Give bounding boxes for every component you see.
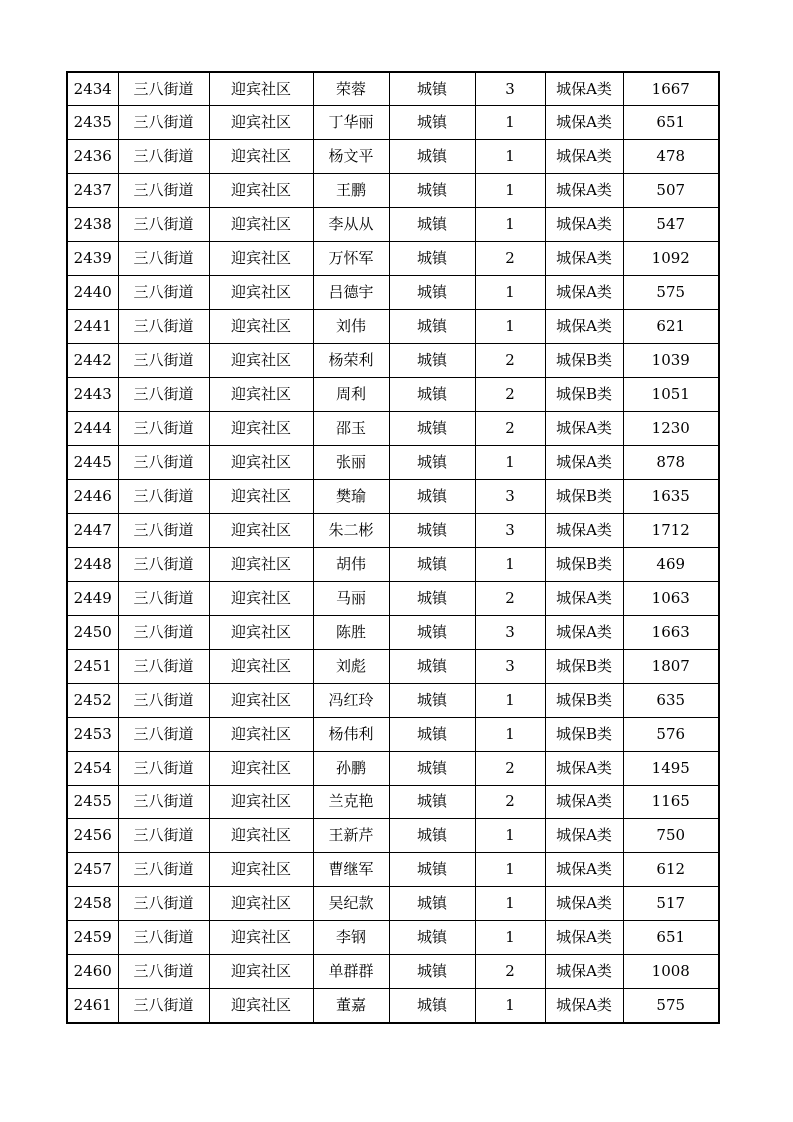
cell-amount: 651 xyxy=(623,921,719,955)
table-row xyxy=(67,581,719,615)
cell-community: 迎宾社区 xyxy=(209,717,313,751)
cell-amount: 1051 xyxy=(623,378,719,412)
cell-category: 城保A类 xyxy=(545,412,623,446)
cell-serial-number: 2452 xyxy=(67,683,118,717)
cell-person-count: 1 xyxy=(475,174,545,208)
cell-person-name: 冯红玲 xyxy=(313,683,389,717)
table-row xyxy=(67,955,719,989)
table-row xyxy=(67,887,719,921)
cell-amount: 750 xyxy=(623,819,719,853)
cell-category: 城保A类 xyxy=(545,174,623,208)
cell-person-name: 王鹏 xyxy=(313,174,389,208)
cell-household-type: 城镇 xyxy=(389,310,475,344)
cell-person-name: 樊瑜 xyxy=(313,479,389,513)
cell-category: 城保A类 xyxy=(545,581,623,615)
cell-serial-number: 2442 xyxy=(67,344,118,378)
cell-person-count: 3 xyxy=(475,479,545,513)
cell-community: 迎宾社区 xyxy=(209,208,313,242)
cell-community: 迎宾社区 xyxy=(209,989,313,1023)
cell-category: 城保B类 xyxy=(545,344,623,378)
cell-serial-number: 2446 xyxy=(67,479,118,513)
cell-person-name: 张丽 xyxy=(313,445,389,479)
cell-serial-number: 2436 xyxy=(67,140,118,174)
cell-category: 城保A类 xyxy=(545,106,623,140)
cell-person-count: 2 xyxy=(475,412,545,446)
cell-street: 三八街道 xyxy=(118,344,209,378)
cell-community: 迎宾社区 xyxy=(209,785,313,819)
cell-household-type: 城镇 xyxy=(389,412,475,446)
table-row xyxy=(67,72,719,106)
table-row xyxy=(67,106,719,140)
cell-street: 三八街道 xyxy=(118,751,209,785)
cell-amount: 1635 xyxy=(623,479,719,513)
cell-serial-number: 2449 xyxy=(67,581,118,615)
cell-street: 三八街道 xyxy=(118,310,209,344)
cell-community: 迎宾社区 xyxy=(209,344,313,378)
cell-household-type: 城镇 xyxy=(389,989,475,1023)
cell-serial-number: 2447 xyxy=(67,513,118,547)
cell-household-type: 城镇 xyxy=(389,955,475,989)
cell-serial-number: 2456 xyxy=(67,819,118,853)
cell-person-name: 王新芹 xyxy=(313,819,389,853)
cell-category: 城保A类 xyxy=(545,887,623,921)
cell-serial-number: 2441 xyxy=(67,310,118,344)
cell-person-count: 1 xyxy=(475,310,545,344)
cell-amount: 469 xyxy=(623,547,719,581)
cell-category: 城保A类 xyxy=(545,242,623,276)
table-body xyxy=(67,72,719,1023)
cell-amount: 1667 xyxy=(623,72,719,106)
benefits-table xyxy=(66,71,720,1024)
cell-amount: 575 xyxy=(623,276,719,310)
cell-household-type: 城镇 xyxy=(389,479,475,513)
cell-amount: 576 xyxy=(623,717,719,751)
cell-person-count: 1 xyxy=(475,819,545,853)
cell-person-count: 3 xyxy=(475,72,545,106)
cell-person-count: 1 xyxy=(475,276,545,310)
cell-serial-number: 2454 xyxy=(67,751,118,785)
cell-community: 迎宾社区 xyxy=(209,310,313,344)
table-row xyxy=(67,412,719,446)
table-row xyxy=(67,751,719,785)
cell-community: 迎宾社区 xyxy=(209,683,313,717)
cell-serial-number: 2437 xyxy=(67,174,118,208)
cell-household-type: 城镇 xyxy=(389,785,475,819)
cell-amount: 1063 xyxy=(623,581,719,615)
cell-person-name: 兰克艳 xyxy=(313,785,389,819)
cell-street: 三八街道 xyxy=(118,921,209,955)
cell-person-name: 马丽 xyxy=(313,581,389,615)
cell-person-name: 荣蓉 xyxy=(313,72,389,106)
cell-household-type: 城镇 xyxy=(389,242,475,276)
cell-amount: 575 xyxy=(623,989,719,1023)
cell-person-name: 李从从 xyxy=(313,208,389,242)
cell-serial-number: 2451 xyxy=(67,649,118,683)
cell-category: 城保A类 xyxy=(545,615,623,649)
cell-category: 城保A类 xyxy=(545,751,623,785)
cell-person-count: 1 xyxy=(475,208,545,242)
table-row xyxy=(67,615,719,649)
cell-community: 迎宾社区 xyxy=(209,955,313,989)
cell-community: 迎宾社区 xyxy=(209,853,313,887)
cell-amount: 1712 xyxy=(623,513,719,547)
cell-street: 三八街道 xyxy=(118,887,209,921)
cell-person-count: 1 xyxy=(475,547,545,581)
cell-street: 三八街道 xyxy=(118,717,209,751)
cell-community: 迎宾社区 xyxy=(209,479,313,513)
table-row xyxy=(67,242,719,276)
cell-person-name: 吕德宇 xyxy=(313,276,389,310)
cell-community: 迎宾社区 xyxy=(209,412,313,446)
cell-person-name: 胡伟 xyxy=(313,547,389,581)
cell-person-count: 2 xyxy=(475,344,545,378)
cell-person-count: 2 xyxy=(475,751,545,785)
cell-person-name: 刘伟 xyxy=(313,310,389,344)
cell-category: 城保A类 xyxy=(545,785,623,819)
cell-serial-number: 2455 xyxy=(67,785,118,819)
cell-amount: 651 xyxy=(623,106,719,140)
cell-category: 城保A类 xyxy=(545,72,623,106)
cell-person-count: 2 xyxy=(475,242,545,276)
cell-community: 迎宾社区 xyxy=(209,242,313,276)
cell-street: 三八街道 xyxy=(118,989,209,1023)
cell-person-name: 朱二彬 xyxy=(313,513,389,547)
cell-person-count: 2 xyxy=(475,955,545,989)
table-row xyxy=(67,717,719,751)
cell-household-type: 城镇 xyxy=(389,140,475,174)
cell-household-type: 城镇 xyxy=(389,72,475,106)
cell-person-count: 2 xyxy=(475,581,545,615)
cell-street: 三八街道 xyxy=(118,955,209,989)
cell-category: 城保B类 xyxy=(545,479,623,513)
cell-person-count: 2 xyxy=(475,378,545,412)
cell-category: 城保B类 xyxy=(545,378,623,412)
cell-household-type: 城镇 xyxy=(389,615,475,649)
cell-person-name: 杨伟利 xyxy=(313,717,389,751)
table-row xyxy=(67,921,719,955)
cell-street: 三八街道 xyxy=(118,615,209,649)
cell-category: 城保A类 xyxy=(545,445,623,479)
cell-person-count: 3 xyxy=(475,649,545,683)
cell-person-count: 1 xyxy=(475,989,545,1023)
cell-category: 城保B类 xyxy=(545,547,623,581)
cell-category: 城保A类 xyxy=(545,921,623,955)
cell-amount: 878 xyxy=(623,445,719,479)
cell-person-name: 杨荣利 xyxy=(313,344,389,378)
table-row xyxy=(67,174,719,208)
cell-community: 迎宾社区 xyxy=(209,445,313,479)
cell-person-name: 陈胜 xyxy=(313,615,389,649)
cell-person-count: 2 xyxy=(475,785,545,819)
cell-person-name: 单群群 xyxy=(313,955,389,989)
cell-street: 三八街道 xyxy=(118,853,209,887)
table-row xyxy=(67,378,719,412)
cell-serial-number: 2440 xyxy=(67,276,118,310)
cell-community: 迎宾社区 xyxy=(209,547,313,581)
cell-category: 城保A类 xyxy=(545,955,623,989)
cell-street: 三八街道 xyxy=(118,649,209,683)
cell-serial-number: 2460 xyxy=(67,955,118,989)
cell-person-name: 邵玉 xyxy=(313,412,389,446)
cell-household-type: 城镇 xyxy=(389,581,475,615)
cell-street: 三八街道 xyxy=(118,378,209,412)
table-row xyxy=(67,208,719,242)
cell-community: 迎宾社区 xyxy=(209,513,313,547)
cell-category: 城保A类 xyxy=(545,853,623,887)
cell-household-type: 城镇 xyxy=(389,683,475,717)
cell-amount: 517 xyxy=(623,887,719,921)
cell-community: 迎宾社区 xyxy=(209,649,313,683)
cell-community: 迎宾社区 xyxy=(209,751,313,785)
cell-street: 三八街道 xyxy=(118,547,209,581)
cell-person-count: 1 xyxy=(475,717,545,751)
cell-street: 三八街道 xyxy=(118,445,209,479)
cell-street: 三八街道 xyxy=(118,819,209,853)
cell-person-name: 李钢 xyxy=(313,921,389,955)
cell-household-type: 城镇 xyxy=(389,378,475,412)
table-row xyxy=(67,140,719,174)
cell-serial-number: 2435 xyxy=(67,106,118,140)
cell-serial-number: 2458 xyxy=(67,887,118,921)
cell-category: 城保A类 xyxy=(545,989,623,1023)
cell-person-count: 1 xyxy=(475,853,545,887)
cell-household-type: 城镇 xyxy=(389,819,475,853)
cell-street: 三八街道 xyxy=(118,72,209,106)
cell-household-type: 城镇 xyxy=(389,717,475,751)
cell-category: 城保A类 xyxy=(545,819,623,853)
cell-amount: 1039 xyxy=(623,344,719,378)
table-row xyxy=(67,819,719,853)
table-row xyxy=(67,479,719,513)
cell-serial-number: 2457 xyxy=(67,853,118,887)
cell-person-name: 周利 xyxy=(313,378,389,412)
cell-category: 城保A类 xyxy=(545,140,623,174)
cell-category: 城保A类 xyxy=(545,513,623,547)
cell-serial-number: 2448 xyxy=(67,547,118,581)
cell-community: 迎宾社区 xyxy=(209,819,313,853)
table-row xyxy=(67,344,719,378)
cell-household-type: 城镇 xyxy=(389,344,475,378)
cell-person-count: 1 xyxy=(475,921,545,955)
cell-community: 迎宾社区 xyxy=(209,140,313,174)
cell-amount: 1092 xyxy=(623,242,719,276)
cell-category: 城保A类 xyxy=(545,208,623,242)
cell-street: 三八街道 xyxy=(118,242,209,276)
cell-street: 三八街道 xyxy=(118,785,209,819)
cell-community: 迎宾社区 xyxy=(209,615,313,649)
cell-category: 城保B类 xyxy=(545,717,623,751)
cell-household-type: 城镇 xyxy=(389,547,475,581)
cell-person-count: 3 xyxy=(475,615,545,649)
cell-household-type: 城镇 xyxy=(389,106,475,140)
cell-serial-number: 2453 xyxy=(67,717,118,751)
cell-community: 迎宾社区 xyxy=(209,887,313,921)
table-row xyxy=(67,276,719,310)
table-row xyxy=(67,649,719,683)
cell-household-type: 城镇 xyxy=(389,276,475,310)
cell-person-count: 1 xyxy=(475,887,545,921)
cell-person-count: 1 xyxy=(475,683,545,717)
table-row xyxy=(67,853,719,887)
table-row xyxy=(67,785,719,819)
cell-street: 三八街道 xyxy=(118,208,209,242)
cell-community: 迎宾社区 xyxy=(209,276,313,310)
cell-serial-number: 2443 xyxy=(67,378,118,412)
cell-street: 三八街道 xyxy=(118,140,209,174)
cell-category: 城保A类 xyxy=(545,276,623,310)
cell-street: 三八街道 xyxy=(118,412,209,446)
cell-amount: 1495 xyxy=(623,751,719,785)
cell-street: 三八街道 xyxy=(118,513,209,547)
cell-household-type: 城镇 xyxy=(389,174,475,208)
cell-street: 三八街道 xyxy=(118,479,209,513)
cell-serial-number: 2434 xyxy=(67,72,118,106)
cell-serial-number: 2444 xyxy=(67,412,118,446)
table-row xyxy=(67,683,719,717)
cell-person-name: 万怀军 xyxy=(313,242,389,276)
cell-street: 三八街道 xyxy=(118,581,209,615)
cell-household-type: 城镇 xyxy=(389,649,475,683)
cell-household-type: 城镇 xyxy=(389,208,475,242)
cell-community: 迎宾社区 xyxy=(209,581,313,615)
cell-serial-number: 2438 xyxy=(67,208,118,242)
cell-person-name: 杨文平 xyxy=(313,140,389,174)
cell-amount: 507 xyxy=(623,174,719,208)
cell-person-count: 1 xyxy=(475,445,545,479)
cell-amount: 1230 xyxy=(623,412,719,446)
cell-person-name: 刘彪 xyxy=(313,649,389,683)
table-row xyxy=(67,310,719,344)
cell-person-name: 丁华丽 xyxy=(313,106,389,140)
cell-household-type: 城镇 xyxy=(389,513,475,547)
cell-amount: 1807 xyxy=(623,649,719,683)
cell-amount: 635 xyxy=(623,683,719,717)
cell-street: 三八街道 xyxy=(118,174,209,208)
cell-amount: 478 xyxy=(623,140,719,174)
cell-household-type: 城镇 xyxy=(389,853,475,887)
cell-amount: 1165 xyxy=(623,785,719,819)
cell-serial-number: 2439 xyxy=(67,242,118,276)
cell-street: 三八街道 xyxy=(118,683,209,717)
cell-serial-number: 2445 xyxy=(67,445,118,479)
cell-household-type: 城镇 xyxy=(389,921,475,955)
cell-serial-number: 2461 xyxy=(67,989,118,1023)
cell-serial-number: 2459 xyxy=(67,921,118,955)
cell-serial-number: 2450 xyxy=(67,615,118,649)
cell-category: 城保A类 xyxy=(545,310,623,344)
cell-category: 城保B类 xyxy=(545,649,623,683)
cell-person-count: 3 xyxy=(475,513,545,547)
cell-person-name: 吴纪款 xyxy=(313,887,389,921)
table-row xyxy=(67,547,719,581)
table-row xyxy=(67,445,719,479)
cell-community: 迎宾社区 xyxy=(209,174,313,208)
cell-amount: 1008 xyxy=(623,955,719,989)
cell-person-name: 曹继军 xyxy=(313,853,389,887)
table-row xyxy=(67,513,719,547)
cell-person-count: 1 xyxy=(475,106,545,140)
cell-category: 城保B类 xyxy=(545,683,623,717)
cell-household-type: 城镇 xyxy=(389,887,475,921)
cell-household-type: 城镇 xyxy=(389,445,475,479)
cell-amount: 621 xyxy=(623,310,719,344)
cell-community: 迎宾社区 xyxy=(209,378,313,412)
cell-person-name: 孙鹏 xyxy=(313,751,389,785)
cell-community: 迎宾社区 xyxy=(209,72,313,106)
cell-amount: 1663 xyxy=(623,615,719,649)
table-row xyxy=(67,989,719,1023)
cell-household-type: 城镇 xyxy=(389,751,475,785)
cell-community: 迎宾社区 xyxy=(209,106,313,140)
cell-amount: 547 xyxy=(623,208,719,242)
cell-street: 三八街道 xyxy=(118,106,209,140)
cell-amount: 612 xyxy=(623,853,719,887)
cell-street: 三八街道 xyxy=(118,276,209,310)
cell-person-count: 1 xyxy=(475,140,545,174)
cell-person-name: 董嘉 xyxy=(313,989,389,1023)
cell-community: 迎宾社区 xyxy=(209,921,313,955)
